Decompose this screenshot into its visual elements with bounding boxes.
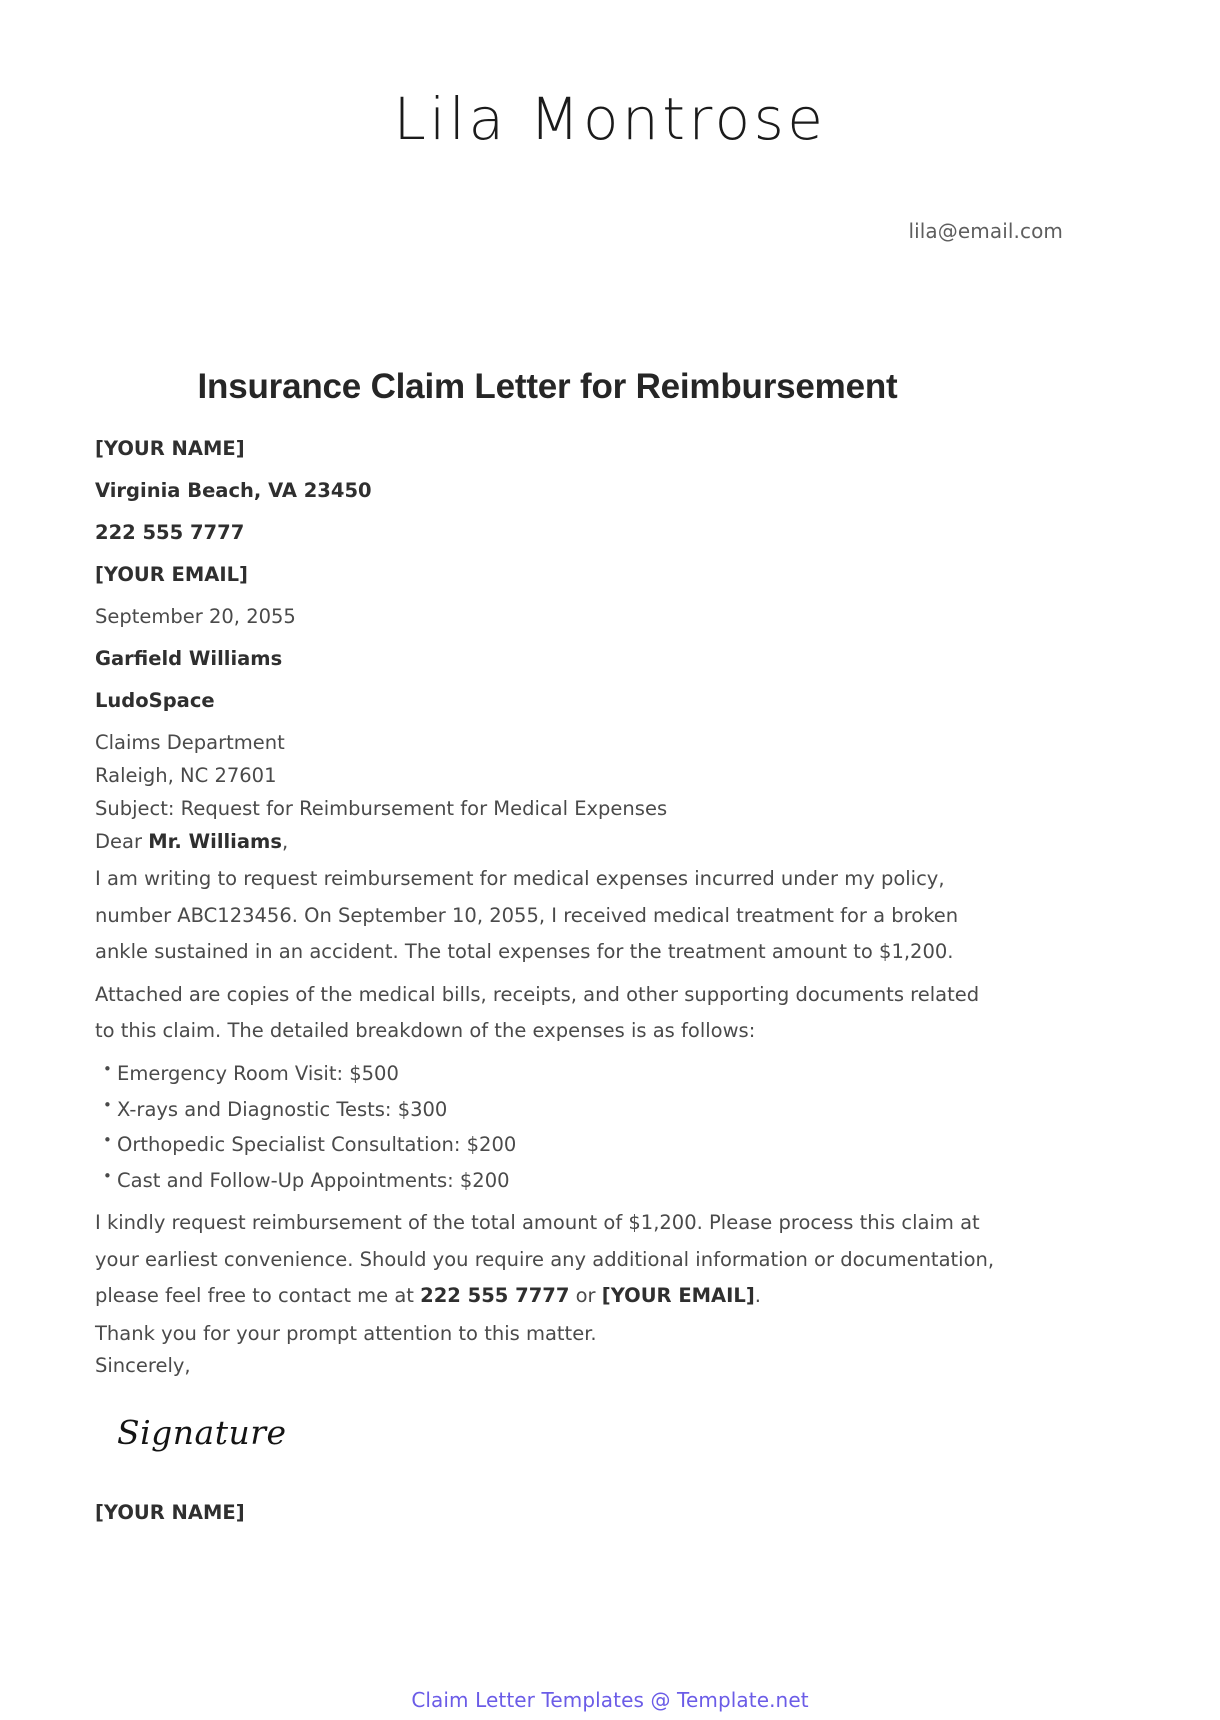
expense-breakdown-list — [95, 1056, 1000, 1200]
sender-city-state-zip: Virginia Beach, VA 23450 — [95, 479, 372, 503]
footer-template-link[interactable]: Claim Letter Templates @ Template.net — [411, 1688, 809, 1712]
expense-item-label: Cast and Follow-Up Appointments: $200 — [117, 1169, 510, 1193]
recipient-name: Garfield Williams — [95, 646, 283, 670]
expense-item-label: Orthopedic Specialist Consultation: $200 — [117, 1133, 517, 1157]
recipient-city-state-zip: Raleigh, NC 27601 — [95, 763, 277, 787]
salutation-recipient: Mr. Williams — [148, 829, 282, 853]
letterhead-email: lila@email.com — [908, 219, 1063, 243]
body-paragraph-1: I am writing to request reimbursement for medical expenses incurred under my policy, number ABC123456. On September 10, 2055, I received medical treatment for a broken ankle sustained in an accident. The total expenses for the treatment amount to $1,200. — [95, 867, 959, 964]
sender-phone: 222 555 7777 — [95, 521, 245, 545]
salutation-prefix: Dear — [95, 829, 149, 853]
paragraph-3-text-start: I kindly request reimbursement of the total amount of $1,200. Please process this claim at your earliest convenience. Should you require any additional information or documentation, please feel free to contact me at — [95, 1211, 995, 1308]
bullet-icon: • — [103, 1167, 112, 1186]
letter-body — [95, 366, 1000, 1524]
expense-item-label: X-rays and Diagnostic Tests: $300 — [117, 1097, 448, 1121]
list-item — [95, 1163, 1000, 1199]
letterhead-name: Lila Montrose — [393, 85, 827, 153]
contact-email: [YOUR EMAIL] — [601, 1284, 755, 1308]
paragraph-3-conjunction: or — [569, 1284, 602, 1308]
salutation — [95, 829, 1000, 855]
body-paragraph-4: Thank you for your prompt attention to this matter. — [95, 1321, 597, 1345]
closing-salutation: Sincerely, — [95, 1354, 191, 1378]
signature-image: Signature — [117, 1413, 287, 1453]
list-item — [95, 1127, 1000, 1163]
subject-line: Subject: Request for Reimbursement for Medical Expenses — [95, 796, 668, 820]
paragraph-3-text-end: . — [754, 1284, 761, 1308]
list-item — [95, 1056, 1000, 1092]
bullet-icon: • — [103, 1095, 112, 1114]
body-paragraph-2: Attached are copies of the medical bills, receipts, and other supporting documents related to this claim. The detailed breakdown of the expenses is as follows: — [95, 982, 980, 1043]
recipient-company: LudoSpace — [95, 688, 215, 712]
body-paragraph-3 — [95, 1205, 1000, 1314]
letter-date: September 20, 2055 — [95, 604, 296, 628]
sender-email: [YOUR EMAIL] — [95, 563, 248, 587]
expense-item-label: Emergency Room Visit: $500 — [117, 1061, 399, 1085]
page-title: Insurance Claim Letter for Reimbursement — [197, 367, 898, 406]
list-item — [95, 1092, 1000, 1128]
contact-phone: 222 555 7777 — [420, 1284, 570, 1308]
signature-name: [YOUR NAME] — [95, 1501, 245, 1525]
salutation-suffix: , — [281, 829, 289, 853]
bullet-icon: • — [103, 1131, 112, 1150]
recipient-department: Claims Department — [95, 730, 285, 754]
sender-name: [YOUR NAME] — [95, 437, 245, 461]
bullet-icon: • — [103, 1059, 112, 1078]
